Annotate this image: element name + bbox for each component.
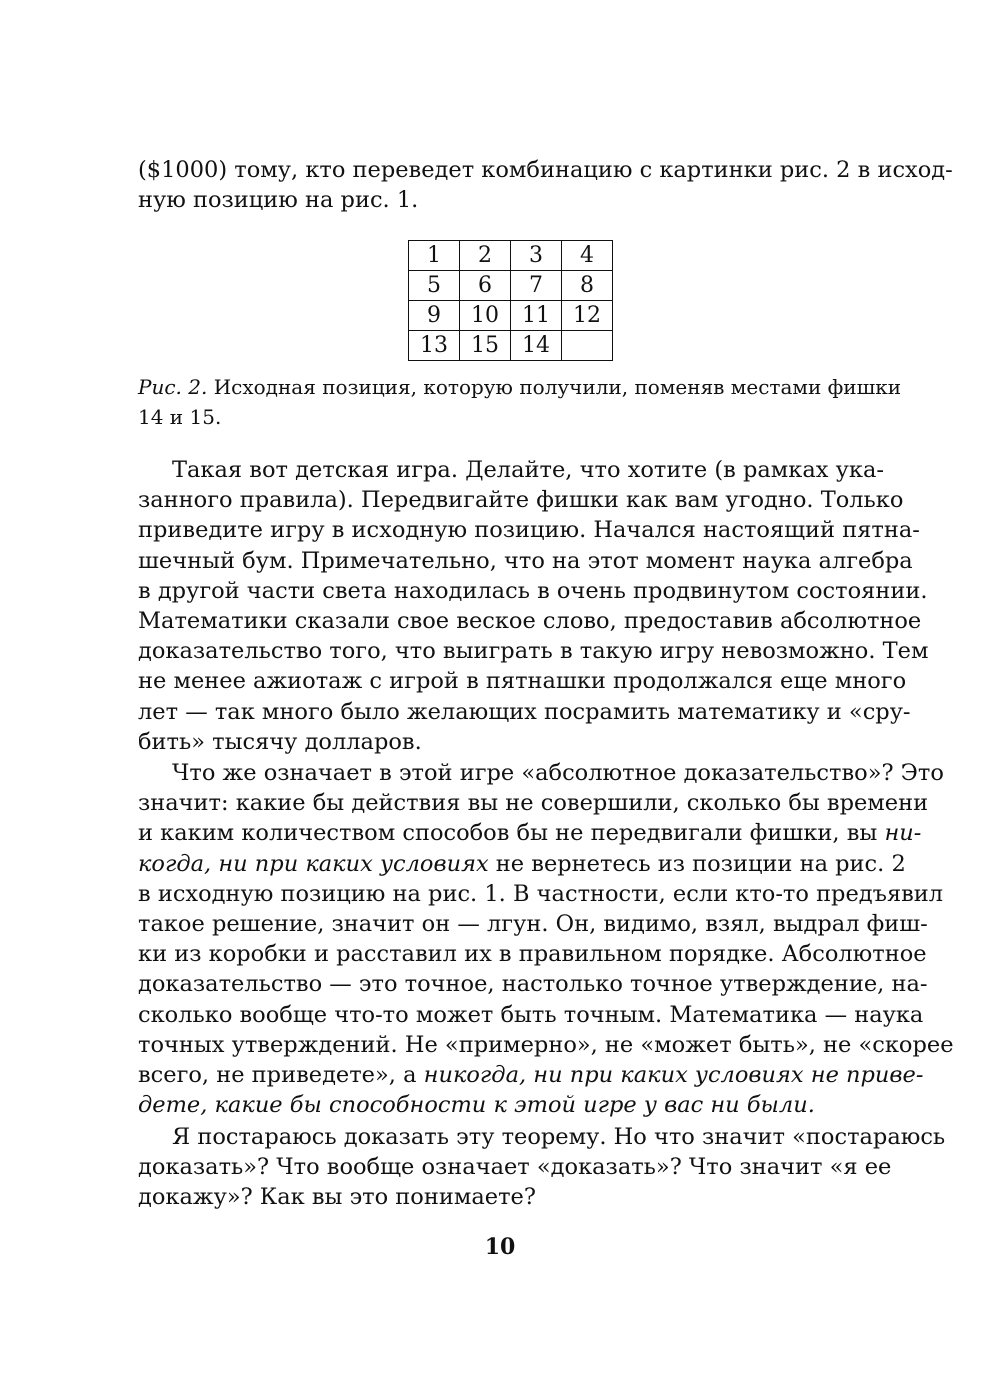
puzzle-empty-slot — [562, 331, 613, 361]
text-line — [138, 1090, 884, 1120]
page-number: 10 — [484, 1234, 516, 1260]
puzzle-tile: 10 — [460, 301, 511, 331]
puzzle-tile: 7 — [511, 271, 562, 301]
text-run: не вернетесь из позиции на рис. 2 — [488, 850, 906, 877]
text-line: доказать»? Что вообще означает «доказать»? Что значит «я ее — [138, 1154, 892, 1181]
intro-paragraph — [138, 155, 953, 215]
puzzle-tile: 15 — [460, 331, 511, 361]
text-line: Такая вот детская игра. Делайте, что хотите (в рамках ука- — [172, 457, 884, 483]
text-line: сколько вообще что-то может быть точным. Математика — наука — [138, 1001, 924, 1028]
puzzle-row — [409, 271, 613, 301]
puzzle-tile: 11 — [511, 301, 562, 331]
figure-caption — [138, 372, 902, 432]
text-line: бить» тысячу долларов. — [138, 728, 422, 755]
caption-line: 14 и 15. — [138, 405, 222, 429]
text-line: ную позицию на рис. 1. — [138, 187, 419, 214]
text-line: в исходную позицию на рис. 1. В частности, если кто-то предъявил — [138, 880, 944, 907]
puzzle-row — [409, 241, 613, 271]
text-line: лет — так много было желающих посрамить математику и «сру- — [138, 698, 911, 725]
fifteen-puzzle-grid — [408, 240, 613, 361]
text-line: Математики сказали свое веское слово, предоставив абсолютное — [138, 608, 922, 635]
puzzle-tile: 3 — [511, 241, 562, 271]
puzzle-tile: 12 — [562, 301, 613, 331]
text-line — [138, 818, 922, 848]
puzzle-tile: 5 — [409, 271, 460, 301]
puzzle-tile: 8 — [562, 271, 613, 301]
paragraph-3 — [138, 1122, 946, 1213]
puzzle-tile: 6 — [460, 271, 511, 301]
text-line: шечный бум. Примечательно, что на этот момент наука алгебра — [138, 547, 913, 574]
text-line: ки из коробки и расставил их в правильном порядке. Абсолютное — [138, 941, 927, 968]
italic-run: дете, какие бы способности к этой игре у вас ни были. — [138, 1092, 815, 1119]
text-line: Я постараюсь доказать эту теорему. Но что значит «постараюсь — [172, 1124, 946, 1150]
text-line — [138, 849, 906, 879]
text-line: докажу»? Как вы это понимаете? — [138, 1184, 536, 1211]
text-line: такое решение, значит он — лгун. Он, видимо, взял, выдрал фиш- — [138, 911, 928, 938]
puzzle-tile: 13 — [409, 331, 460, 361]
puzzle-tile: 1 — [409, 241, 460, 271]
text-run: и каким количеством способов бы не передвигали фишки, вы — [138, 820, 885, 847]
puzzle-row — [409, 331, 613, 361]
puzzle-tile: 4 — [562, 241, 613, 271]
paragraph-2 — [138, 758, 954, 1120]
italic-run: ни- — [884, 820, 922, 847]
caption-label: Рис. 2. — [138, 375, 208, 399]
text-line — [138, 1060, 924, 1090]
puzzle-row — [409, 301, 613, 331]
italic-run: никогда, ни при каких условиях не приве- — [423, 1062, 924, 1089]
paragraph-1 — [138, 455, 929, 757]
text-line: приведите игру в исходную позицию. Начался настоящий пятна- — [138, 517, 920, 544]
text-line: в другой части света находилась в очень продвинутом состоянии. — [138, 577, 928, 604]
text-line: доказательство того, что выиграть в такую игру невозможно. Тем — [138, 638, 929, 665]
italic-run: когда, ни при каких условиях — [138, 850, 489, 877]
text-line: занного правила). Передвигайте фишки как вам угодно. Только — [138, 487, 904, 514]
text-line: значит: какие бы действия вы не совершили, сколько бы времени — [138, 790, 929, 817]
text-line: доказательство — это точное, настолько точное утверждение, на- — [138, 971, 928, 998]
puzzle-tile: 14 — [511, 331, 562, 361]
text-line: точных утверждений. Не «примерно», не «может быть», не «скорее — [138, 1031, 954, 1058]
text-line: Что же означает в этой игре «абсолютное доказательство»? Это — [172, 760, 944, 786]
caption-text: Исходная позиция, которую получили, поменяв местами фишки — [207, 375, 902, 399]
puzzle-tile: 2 — [460, 241, 511, 271]
caption-line — [138, 372, 902, 402]
text-line: не менее ажиотаж с игрой в пятнашки продолжался еще много — [138, 668, 907, 695]
text-run: всего, не приведете», а — [138, 1062, 424, 1089]
text-line: ($1000) тому, кто переведет комбинацию с картинки рис. 2 в исход- — [138, 157, 953, 183]
puzzle-tile: 9 — [409, 301, 460, 331]
